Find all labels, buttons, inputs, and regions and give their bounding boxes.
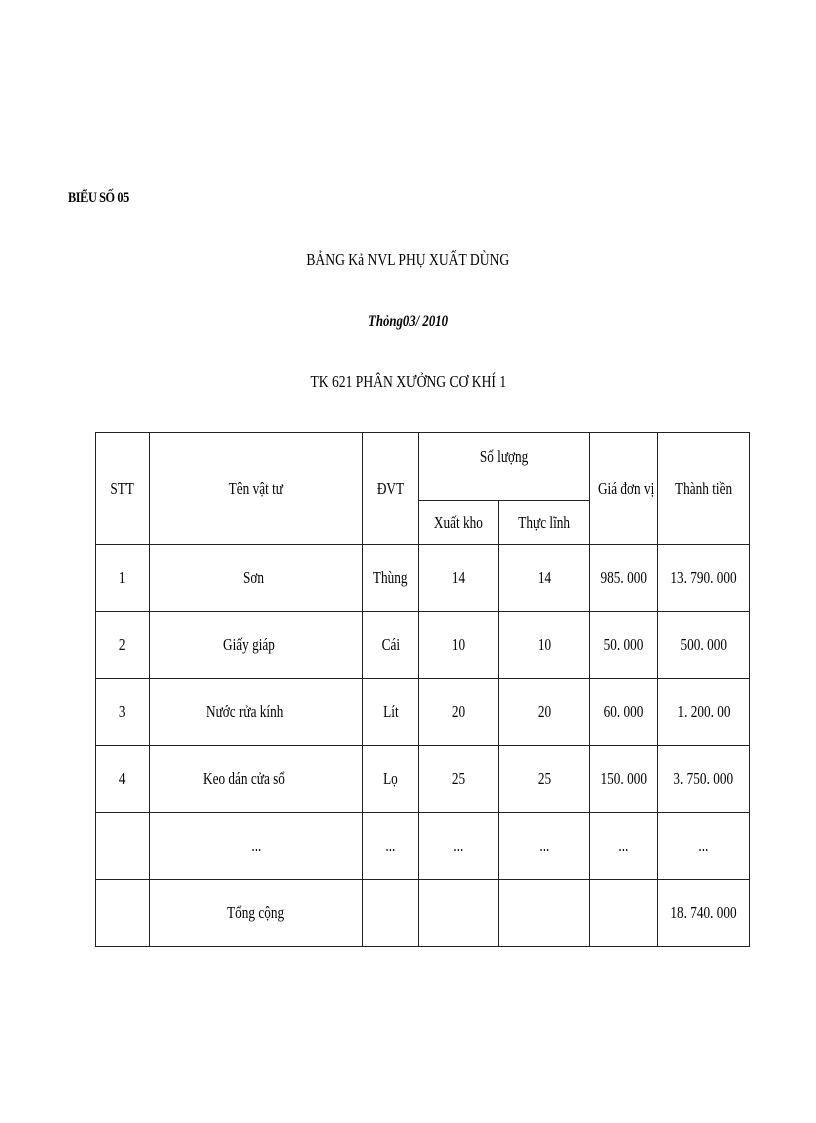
total-unit-empty: [363, 880, 419, 947]
total-issued-empty: [419, 880, 499, 947]
total-label: Tổng cộng: [150, 880, 363, 947]
cell-received: ...: [499, 813, 590, 880]
header-unit-price: Giá đơn vị: [590, 433, 658, 545]
cell-issued: ...: [419, 813, 499, 880]
materials-table: [95, 432, 750, 947]
document-period-text: Thỏng03/ 2010: [367, 313, 448, 330]
document-period: [0, 313, 816, 331]
cell-amount: 13. 790. 000: [658, 545, 750, 612]
header-stt: STT: [96, 433, 150, 545]
cell-stt: 4: [96, 746, 150, 813]
cell-received: 20: [499, 679, 590, 746]
table-row: [96, 612, 750, 679]
total-amount: 18. 740. 000: [658, 880, 750, 947]
cell-stt: [96, 813, 150, 880]
cell-issued: 14: [419, 545, 499, 612]
document-title: [0, 250, 816, 270]
document-subtitle: [0, 372, 816, 392]
cell-unit-price: 150. 000: [590, 746, 658, 813]
cell-unit: Thùng: [363, 545, 419, 612]
cell-stt: 2: [96, 612, 150, 679]
cell-issued: 25: [419, 746, 499, 813]
cell-name: Sơn: [150, 545, 363, 612]
table-row: [96, 813, 750, 880]
cell-amount: 3. 750. 000: [658, 746, 750, 813]
total-stt-empty: [96, 880, 150, 947]
header-issued: Xuất kho: [419, 501, 499, 545]
cell-amount: 1. 200. 00: [658, 679, 750, 746]
cell-issued: 20: [419, 679, 499, 746]
cell-unit-price: ...: [590, 813, 658, 880]
table-row: [96, 746, 750, 813]
cell-received: 14: [499, 545, 590, 612]
table-row: [96, 679, 750, 746]
cell-unit: ...: [363, 813, 419, 880]
total-received-empty: [499, 880, 590, 947]
cell-received: 10: [499, 612, 590, 679]
cell-stt: 1: [96, 545, 150, 612]
cell-unit-price: 50. 000: [590, 612, 658, 679]
table-row: [96, 545, 750, 612]
cell-unit: Lọ: [363, 746, 419, 813]
cell-name: Nước rửa kính: [150, 679, 363, 746]
document-title-text: BẢNG Kả NVL PHỤ XUẤT DÙNG: [306, 250, 510, 269]
cell-unit: Lít: [363, 679, 419, 746]
cell-name: Keo dán cửa sổ: [150, 746, 363, 813]
cell-received: 25: [499, 746, 590, 813]
document-code: BIỂU SỐ 05: [68, 190, 129, 206]
header-name: Tên vật tư: [150, 433, 363, 545]
cell-amount: 500. 000: [658, 612, 750, 679]
total-price-empty: [590, 880, 658, 947]
total-row: [96, 880, 750, 947]
header-received: Thực lĩnh: [499, 501, 590, 545]
cell-unit-price: 60. 000: [590, 679, 658, 746]
cell-name: ...: [150, 813, 363, 880]
cell-unit-price: 985. 000: [590, 545, 658, 612]
cell-unit: Cái: [363, 612, 419, 679]
header-quantity: Số lượng: [419, 433, 590, 501]
document-subtitle-text: TK 621 PHÂN XƯỞNG CƠ KHÍ 1: [310, 372, 506, 391]
header-amount: Thành tiền: [658, 433, 750, 545]
cell-amount: ...: [658, 813, 750, 880]
header-unit: ĐVT: [363, 433, 419, 545]
cell-stt: 3: [96, 679, 150, 746]
cell-name: Giấy giáp: [150, 612, 363, 679]
cell-issued: 10: [419, 612, 499, 679]
